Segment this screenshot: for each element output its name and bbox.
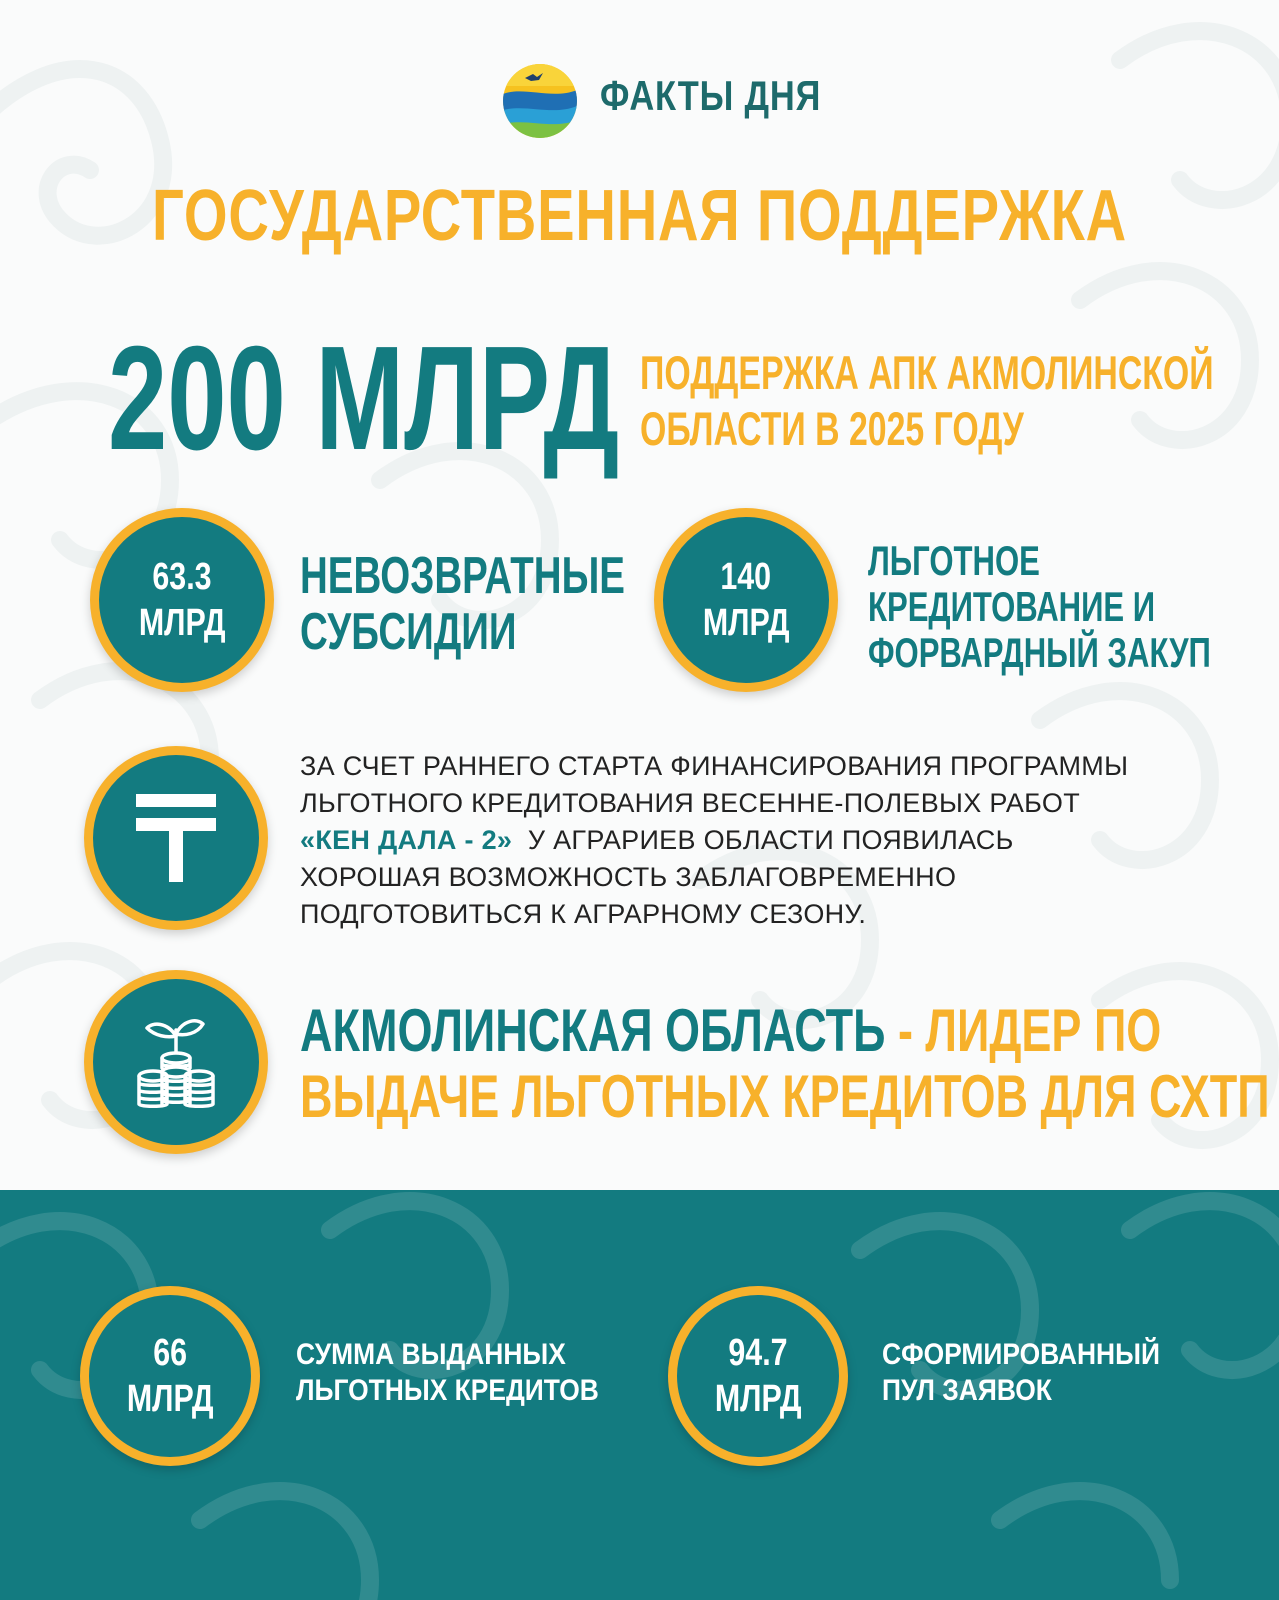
sprout-coins-icon xyxy=(131,1012,221,1112)
brand-name: ФАКТЫ ДНЯ xyxy=(600,72,822,119)
leader-text: - ЛИДЕР ПО xyxy=(885,997,1162,1064)
headline-caption xyxy=(640,345,1214,457)
leader-statement xyxy=(300,998,1270,1130)
stat-label-line: ПУЛ ЗАЯВОК xyxy=(882,1374,1052,1407)
leader-line xyxy=(300,998,1270,1064)
stat-label-line: НЕВОЗВРАТНЫЕ xyxy=(300,547,625,605)
leader-line: ВЫДАЧЕ ЛЬГОТНЫХ КРЕДИТОВ ДЛЯ СХТП xyxy=(300,1063,1270,1130)
stat-label xyxy=(296,1337,599,1409)
info-line-rest: У АГРАРИЕВ ОБЛАСТИ ПОЯВИЛАСЬ xyxy=(512,825,1014,855)
stat-unit: МЛРД xyxy=(714,1378,802,1420)
info-line: ПОДГОТОВИТЬСЯ К АГРАРНОМУ СЕЗОНУ. xyxy=(300,899,867,929)
stat-label-line: СУММА ВЫДАННЫХ xyxy=(296,1338,566,1371)
stat-label-line: КРЕДИТОВАНИЕ И xyxy=(868,583,1156,630)
stat-label xyxy=(882,1337,1160,1409)
stat-circle xyxy=(654,508,838,692)
brand-logo xyxy=(503,64,577,138)
page-title: ГОСУДАРСТВЕННАЯ ПОДДЕРЖКА xyxy=(151,176,1128,256)
stat-value: 140 xyxy=(720,556,772,598)
info-line: ХОРОШАЯ ВОЗМОЖНОСТЬ ЗАБЛАГОВРЕМЕННО xyxy=(300,862,957,892)
headline-caption-line: ОБЛАСТИ В 2025 ГОДУ xyxy=(640,402,1024,455)
icon-circle xyxy=(84,746,268,930)
program-name: «КЕН ДАЛА - 2» xyxy=(300,825,513,855)
headline-amount: 200 МЛРД xyxy=(108,316,620,481)
leader-region: АКМОЛИНСКАЯ ОБЛАСТЬ xyxy=(300,997,886,1064)
stat-label-line: ЛЬГОТНОЕ xyxy=(868,537,1040,584)
stat-label xyxy=(300,548,625,660)
stat-label-line: СУБСИДИИ xyxy=(300,603,517,661)
info-line: ЛЬГОТНОГО КРЕДИТОВАНИЯ ВЕСЕННЕ-ПОЛЕВЫХ РАБОТ xyxy=(300,788,1080,818)
stat-label-line: ФОРВАРДНЫЙ ЗАКУП xyxy=(868,629,1211,676)
stat-unit: МЛРД xyxy=(126,1378,214,1420)
info-paragraph xyxy=(300,748,1128,933)
stat-value: 94.7 xyxy=(728,1332,788,1374)
headline-caption-line: ПОДДЕРЖКА АПК АКМОЛИНСКОЙ xyxy=(640,346,1214,399)
info-line: ЗА СЧЕТ РАННЕГО СТАРТА ФИНАНСИРОВАНИЯ ПРОГРАММЫ xyxy=(300,751,1129,781)
stat-circle xyxy=(668,1286,848,1466)
stat-unit: МЛРД xyxy=(138,602,226,644)
stat-value: 63.3 xyxy=(152,556,212,598)
info-line xyxy=(300,822,1128,859)
stat-label xyxy=(868,538,1211,676)
tenge-icon xyxy=(128,788,224,888)
stat-circle xyxy=(80,1286,260,1466)
stat-label-line: ЛЬГОТНЫХ КРЕДИТОВ xyxy=(296,1374,599,1407)
stat-unit: МЛРД xyxy=(702,602,790,644)
stat-label-line: СФОРМИРОВАННЫЙ xyxy=(882,1338,1160,1371)
icon-circle xyxy=(84,970,268,1154)
stat-value: 66 xyxy=(153,1332,187,1374)
stat-circle xyxy=(90,508,274,692)
